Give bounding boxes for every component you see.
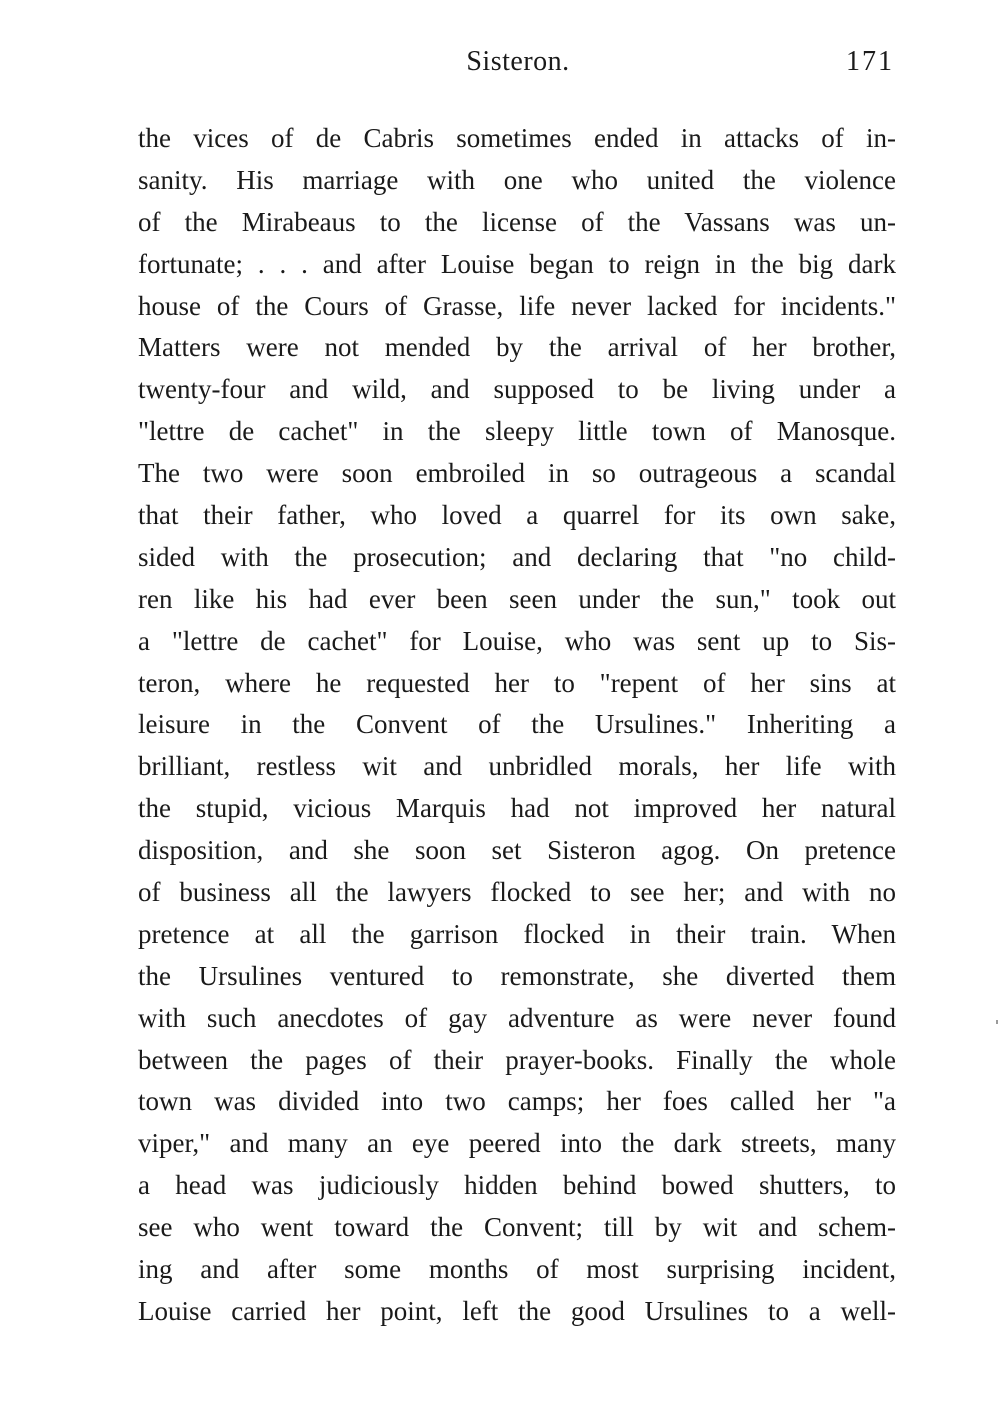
- text-line: house of the Cours of Grasse, life never lacked for incidents.": [138, 290, 896, 321]
- text-line: pretence at all the garrison flocked in their train. When: [138, 918, 896, 949]
- text-line: the Ursulines ventured to remonstrate, she diverted them: [138, 960, 896, 991]
- text-line: see who went toward the Convent; till by wit and schem-: [138, 1212, 896, 1243]
- text-line: with such anecdotes of gay adventure as were never found: [138, 1002, 896, 1033]
- body-text: [138, 118, 896, 1333]
- text-line: leisure in the Convent of the Ursulines." Inheriting a: [138, 709, 896, 740]
- text-line: twenty-four and wild, and supposed to be living under a: [138, 374, 896, 405]
- text-line: sanity. His marriage with one who united the violence: [138, 164, 896, 195]
- text-line: fortunate; . . . and after Louise began to reign in the big dark: [138, 248, 896, 279]
- text-line: a head was judiciously hidden behind bowed shutters, to: [138, 1170, 896, 1201]
- text-line: The two were soon embroiled in so outrageous a scandal: [138, 458, 896, 489]
- text-line: teron, where he requested her to "repent of her sins at: [138, 667, 896, 698]
- text-line: between the pages of their prayer-books. Finally the whole: [138, 1044, 896, 1075]
- text-line: of business all the lawyers flocked to see her; and with no: [138, 877, 896, 908]
- text-line: brilliant, restless wit and unbridled morals, her life with: [138, 751, 896, 782]
- text-line: ren like his had ever been seen under the sun," took out: [138, 583, 896, 614]
- text-line: town was divided into two camps; her foes called her "a: [138, 1086, 896, 1117]
- running-head-title: Sisteron.: [466, 46, 570, 77]
- running-head: [138, 46, 898, 86]
- text-line: "lettre de cachet" in the sleepy little town of Manosque.: [138, 416, 896, 447]
- text-line: sided with the prosecution; and declaring that "no child-: [138, 541, 896, 572]
- text-line: viper," and many an eye peered into the dark streets, many: [138, 1128, 896, 1159]
- text-line: that their father, who loved a quarrel for its own sake,: [138, 500, 896, 531]
- text-line: disposition, and she soon set Sisteron agog. On pretence: [138, 835, 896, 866]
- page-number: 171: [846, 46, 894, 77]
- text-line: the vices of de Cabris sometimes ended in attacks of in-: [138, 123, 896, 153]
- text-line: a "lettre de cachet" for Louise, who was sent up to Sis-: [138, 625, 896, 656]
- scan-edge-mark: [996, 1020, 998, 1024]
- text-line: the stupid, vicious Marquis had not improved her natural: [138, 793, 896, 824]
- text-line: Louise carried her point, left the good Ursulines to a well-: [138, 1295, 896, 1326]
- text-line: Matters were not mended by the arrival of her brother,: [138, 332, 896, 363]
- text-line: of the Mirabeaus to the license of the Vassans was un-: [138, 206, 896, 237]
- text-line: ing and after some months of most surprising incident,: [138, 1254, 896, 1285]
